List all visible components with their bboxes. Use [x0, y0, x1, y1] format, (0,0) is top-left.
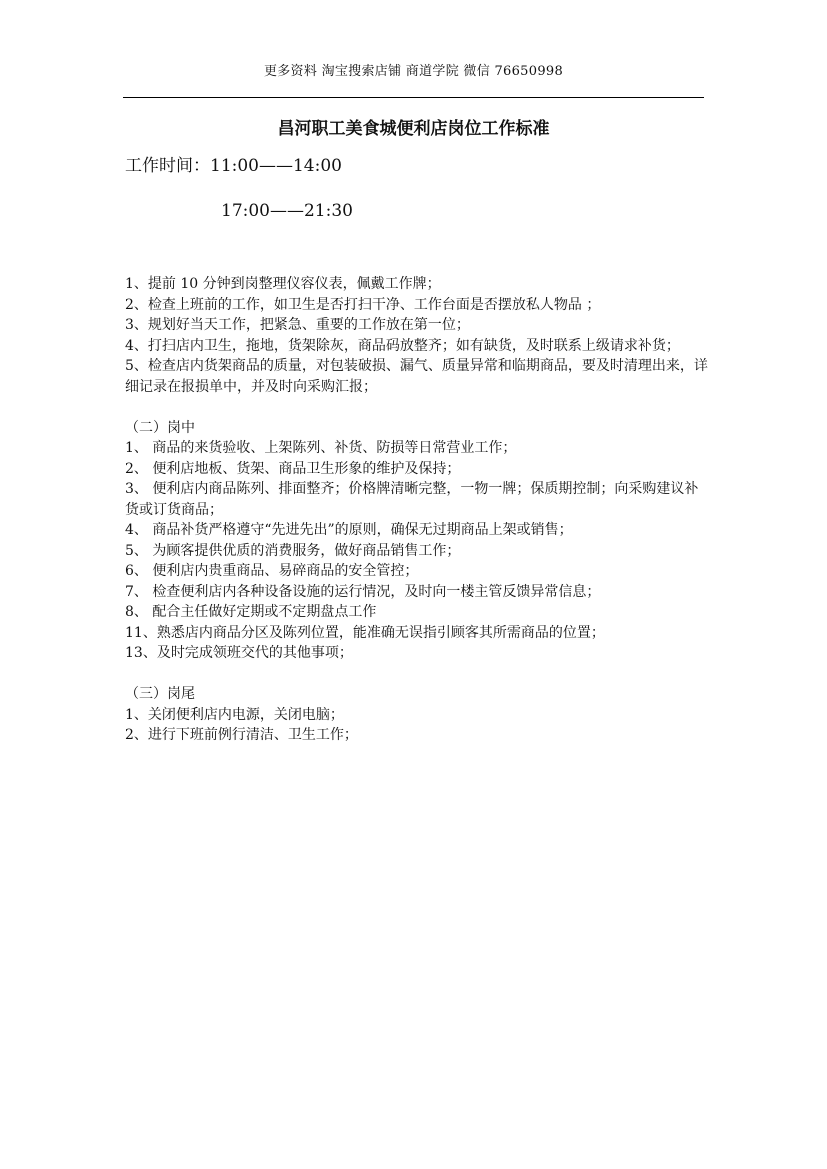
end-item-2: 2、进行下班前例行清洁、卫生工作；	[125, 727, 358, 743]
pre-item-1: 1、提前 10 分钟到岗整理仪容仪表，佩戴工作牌；	[125, 276, 441, 292]
mid-item-1: 1、 商品的来货验收、上架陈列、补货、防损等日常营业工作；	[125, 440, 517, 456]
end-item-1: 1、关闭便利店内电源，关闭电脑；	[125, 706, 344, 723]
mid-item-11: 11、熟悉店内商品分区及陈列位置，能准确无误指引顾客其所需商品的位置；	[125, 624, 605, 641]
mid-item-5: 5、 为顾客提供优质的消费服务，做好商品销售工作；	[125, 542, 461, 559]
section-end-heading: （三）岗尾	[125, 686, 195, 702]
section-mid-heading: （二）岗中	[125, 419, 195, 436]
pre-item-2: 2、检查上班前的工作，如卫生是否打扫干净、工作台面是否摆放私人物品 ；	[125, 296, 601, 313]
mid-item-4: 4、 商品补货严格遵守“先进先出”的原则，确保无过期商品上架或销售；	[125, 522, 573, 538]
document-body	[125, 274, 710, 746]
spacer	[125, 664, 710, 685]
pre-item-5: 5、检查店内货架商品的质量，对包装破损、漏气、质量异常和临期商品，要及时清理出来，详细记录在报损单中，并及时向采购汇报；	[125, 358, 708, 395]
document-title: 昌河职工美食城便利店岗位工作标准	[277, 119, 550, 139]
mid-item-6: 6、 便利店内贵重商品、易碎商品的安全管控；	[125, 563, 419, 579]
spacer	[125, 397, 710, 418]
work-time-line-2: 17:00——21:30	[221, 201, 353, 221]
pre-item-4: 4、打扫店内卫生，拖地，货架除灰，商品码放整齐；如有缺货，及时联系上级请求补货；	[125, 337, 680, 354]
work-time-line-1: 工作时间：11:00——14:00	[125, 156, 342, 176]
header-divider	[123, 97, 704, 98]
mid-item-8: 8、 配合主任做好定期或不定期盘点工作	[125, 604, 377, 620]
mid-item-3: 3、 便利店内商品陈列、排面整齐；价格牌清晰完整，一物一牌；保质期控制；向采购建议补货或订货商品；	[125, 481, 699, 518]
mid-item-2: 2、 便利店地板、货架、商品卫生形象的维护及保持；	[125, 460, 461, 477]
mid-item-7: 7、 检查便利店内各种设备设施的运行情况，及时向一楼主管反馈异常信息；	[125, 583, 601, 600]
page-header: 更多资料 淘宝搜索店铺 商道学院 微信 76650998	[263, 64, 564, 79]
pre-item-3: 3、规划好当天工作，把紧急、重要的工作放在第一位；	[125, 317, 470, 333]
mid-item-13: 13、及时完成领班交代的其他事项；	[125, 645, 353, 661]
